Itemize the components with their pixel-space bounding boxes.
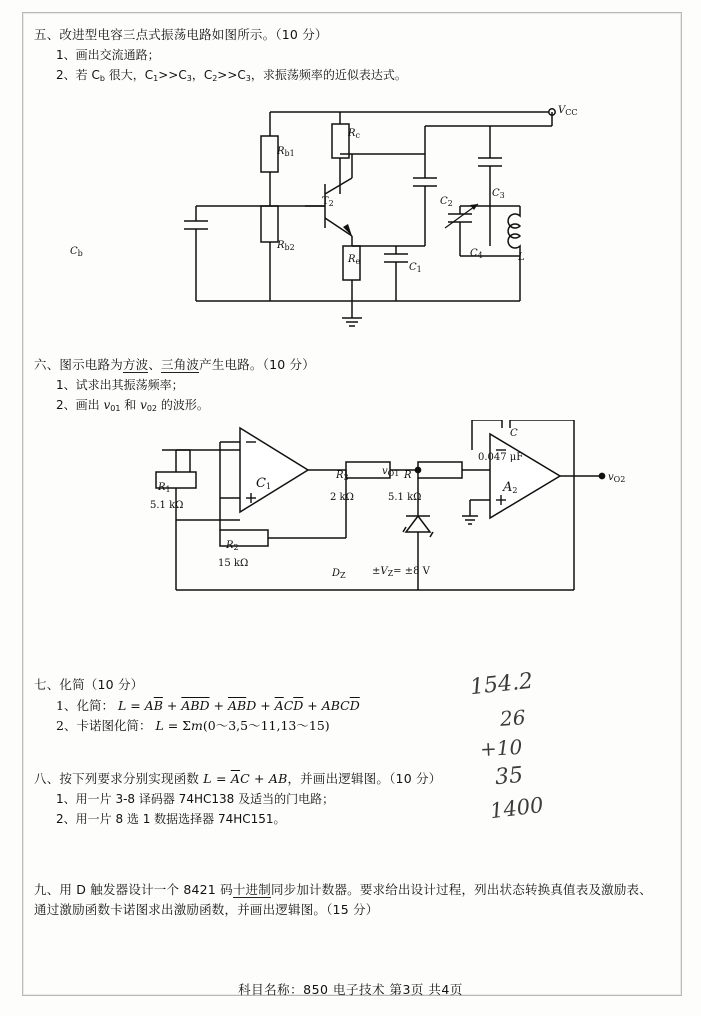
label-r1: $R_1$ (158, 482, 171, 494)
label-r: R (404, 470, 412, 481)
hand-annotation-fangbo: 方波 (122, 357, 149, 372)
q5-item-2: 2、若 $C_b$ 很大，$C_1>>C_3$，$C_2>>C_3$，求振荡频率的近似表达式。 (56, 68, 407, 83)
label-c: C (510, 428, 518, 439)
hand-annotation-sanjiaobo: 三角波 (161, 357, 200, 372)
label-rc: $R_c$ (348, 128, 361, 140)
question-8 (34, 770, 654, 830)
label-amp-a2: $A_2$ (503, 480, 518, 495)
label-vz: $\pm V_Z= \pm 8$ V (372, 566, 430, 578)
q7-item-2: 2、卡诺图化简： L = Σm(0～3,5～11,13～15) (56, 718, 330, 733)
q5-title: 五、改进型电容三点式振荡电路如图所示。（10 分） (34, 27, 328, 42)
figure-5-oscillator (160, 96, 590, 336)
q6-title: 六、图示电路为方波、三角波产生电路。（10 分） (34, 357, 315, 372)
q7-item-1: 1、化简： $L = A\overline{B} + \overline{ABD} + \overline{AB}D + \overline{A}C\overline{D} + ABC\overline{D}$ (56, 698, 360, 713)
label-cb: $C_b$ (70, 246, 83, 258)
handwritten-note-4: 35 (493, 762, 525, 791)
q8-item-2: 2、用一片 8 选 1 数据选择器 74HC151。 (56, 812, 286, 826)
label-r-value: 5.1 kΩ (388, 492, 422, 503)
label-l: L (518, 252, 525, 263)
q5-item-1: 1、画出交流通路； (56, 48, 160, 62)
question-6 (34, 356, 674, 419)
q9-title: 九、用 D 触发器设计一个 8421 码十进制同步加计数器。要求给出设计过程，列出状态转换真值表及激励表、通过激励函数卡诺图求出激励函数，并画出逻辑图。（15 分） (34, 882, 652, 917)
label-t2: $T_2$ (322, 196, 334, 208)
label-amp-c1: $C_1$ (256, 476, 272, 491)
handwritten-note-2: 26 (499, 705, 527, 731)
question-5 (34, 26, 674, 88)
label-c4: $C_4$ (470, 248, 483, 260)
label-rb1: $R_{b1}$ (277, 146, 295, 158)
label-r3-value: 2 kΩ (330, 492, 354, 503)
q7-title: 七、化简（10 分） (34, 677, 144, 692)
label-c1: $C_1$ (409, 262, 422, 274)
hand-annotation-shijinzhi: 十进制 (232, 882, 271, 897)
handwritten-note-1: 154.2 (468, 668, 535, 701)
label-vo2: $v_{O2}$ (608, 472, 626, 484)
label-r1-value: 5.1 kΩ (150, 500, 184, 511)
label-c2: $C_2$ (440, 196, 453, 208)
label-c-value: 0.047 μF (478, 452, 524, 463)
label-vo1: $v_{O1}$ (382, 466, 400, 478)
label-c3: $C_3$ (492, 188, 505, 200)
q8-title: 八、按下列要求分别实现函数 $L = \overline{A}C$ + AB，并画出逻辑图。（10 分） (34, 771, 442, 786)
q8-item-1: 1、用一片 3-8 译码器 74HC138 及适当的门电路； (56, 792, 335, 806)
label-r2: $R_2$ (226, 540, 239, 552)
question-9 (34, 880, 654, 922)
page-content (34, 26, 674, 89)
figure-6-waveform-generator (150, 420, 620, 630)
question-7 (34, 676, 494, 736)
page-footer: 科目名称：850 电子技术 第3页 共4页 (238, 982, 463, 997)
label-rb2: $R_{b2}$ (277, 240, 295, 252)
q6-item-1: 1、试求出其振荡频率； (56, 378, 184, 392)
label-re: $R_e$ (348, 254, 361, 266)
q6-item-2: 2、画出 $v_{01}$ 和 $v_{02}$ 的波形。 (56, 398, 209, 413)
label-vcc: $V_{CC}$ (558, 105, 578, 117)
label-r3: $R_3$ (336, 470, 349, 482)
label-r2-value: 15 kΩ (218, 558, 249, 569)
handwritten-note-5: 1400 (488, 792, 545, 824)
handwritten-note-3: +10 (479, 734, 523, 762)
label-dz: $D_Z$ (332, 568, 346, 580)
